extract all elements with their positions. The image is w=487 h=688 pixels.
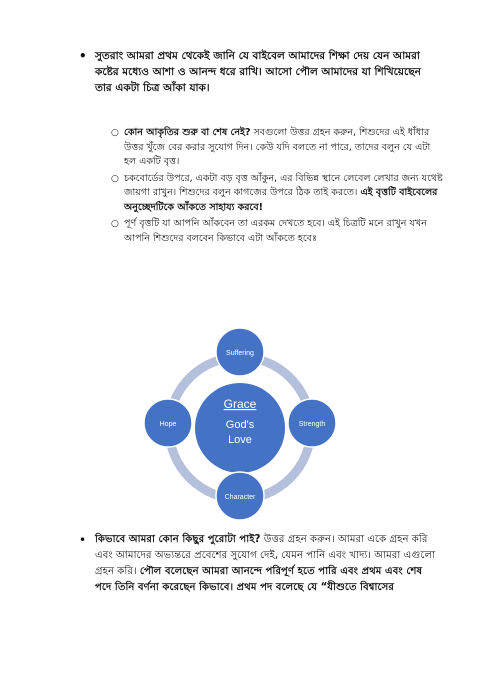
- bullet-marker: •: [79, 49, 87, 63]
- sub-marker: ○: [111, 219, 119, 229]
- how-bullet: [79, 532, 440, 596]
- shape-question-text: সবগুলো উত্তর গ্রহন করুন, শিশুদের এই ধাঁধার উত্তর খুঁজে বের করার সুযোগ দিন। কেউ যদি বলতে না পারে, তাদের বলুন যে এটা হল একটি বৃত্ত।: [124, 127, 431, 167]
- how-bullet-text1: উত্তর গ্রহন করুন। আমরা একে গ্রহন করি এবং আমাদের অভ্যন্তরে প্রবেশের সুযোগ দেই, যেমন পানি এবং খাদ্য। আমরা এগুলো গ্রহন করি।: [95, 534, 436, 577]
- center-line2: Love: [228, 434, 252, 446]
- draw-circle-text: চকবোর্ডের উপরে, একটা বড় বৃত্ত আঁকুন, এর বিভিন্ন স্থানে লেবেল লেখার জন্য যথেষ্ট জায়গা রাখুন। শিশুদের বলুন কাগজের উপরে ঠিক তাই করতে।: [124, 172, 443, 198]
- intro-bullet: [79, 48, 435, 96]
- bullet-marker: •: [79, 533, 87, 547]
- sub-item-full-circle: [111, 217, 444, 246]
- sub-marker: ○: [111, 173, 119, 184]
- node-hope-label: Hope: [159, 421, 177, 428]
- node-character-label: Character: [224, 494, 256, 501]
- center-line1: God's: [225, 419, 255, 431]
- draw-circle-bold: এই বৃত্তটি বাইবেলের অনুচ্ছেদটিকে আঁকতে সাহায্য করবে!: [124, 187, 438, 213]
- how-bullet-bold1: কিভাবে আমরা কোন কিছুর পুরোটা পাই?: [95, 534, 261, 545]
- how-bullet-bold2: পৌল বলেছেন আমরা আনন্দে পরিপূর্ণ হতে পারি এবং প্রথম এবং শেষ পদে তিনি বর্ণনা করেছেন কিভাবে। প্রথম পদ বলেছে যে “যীশুতে বিশ্বাসের: [95, 566, 423, 593]
- node-suffering-label: Suffering: [226, 350, 254, 357]
- shape-question-bold: কোন আকৃতির শুরু বা শেষ নেই?: [124, 127, 251, 138]
- sub-item-shape-question: [111, 126, 444, 170]
- node-strength-label: Strength: [298, 421, 326, 428]
- sub-list: [111, 126, 444, 248]
- sub-marker: ○: [111, 128, 119, 138]
- intro-bullet-text: সুতরাং আমরা প্রথম থেকেই জানি যে বাইবেল আমাদের শিক্ষা দেয় যেন আমরা কষ্টের মধ্যেও আশা ও আনন্দ ধরে রাখি। আসো পৌল আমাদের যা শিখিয়েছেন তার একটা চিত্র আঁকা যাক।: [95, 50, 421, 94]
- grace-cycle-diagram: [140, 328, 340, 528]
- sub-item-draw-circle: [111, 172, 444, 216]
- full-circle-text: পূর্ণ বৃত্তটি যা আপনি আঁকবেন তা এরকম দেখতে হবে। এই চিত্রটি মনে রাখুন যখন আপনি শিশুদের বলবেন কিভাবে এটা আঁকতে হবেঃ: [124, 218, 427, 244]
- center-title: Grace: [223, 397, 257, 411]
